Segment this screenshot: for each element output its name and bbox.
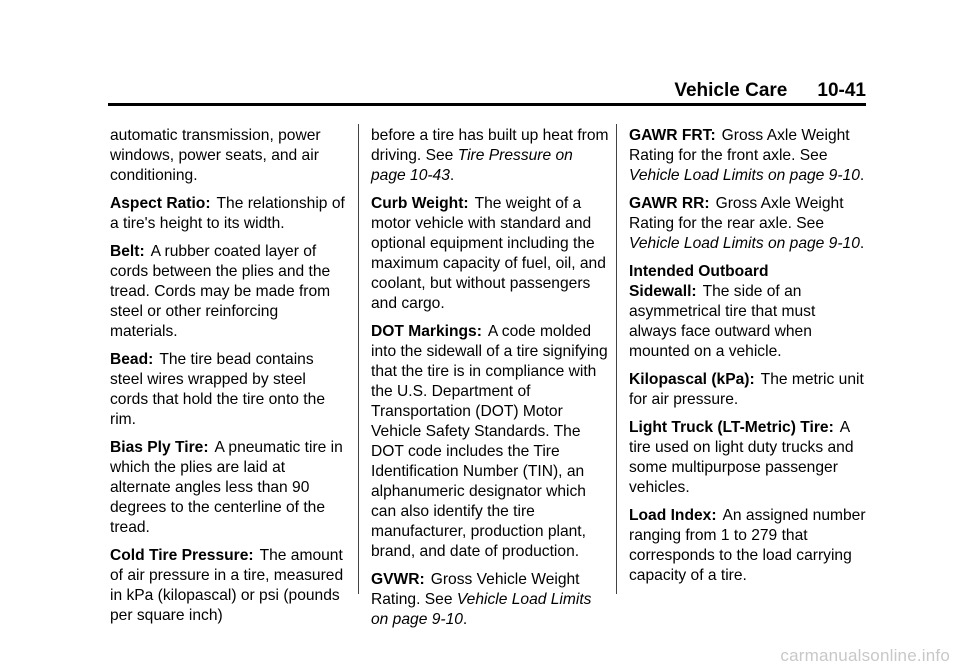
term-title: Bead bbox=[110, 351, 149, 368]
term-definition: An assigned number ranging from 1 to 279 that corresponds to the load carrying capacity of a tire. bbox=[629, 507, 866, 584]
term-colon: : bbox=[710, 127, 716, 144]
glossary-entry bbox=[110, 350, 348, 430]
term-colon: : bbox=[828, 419, 834, 436]
term-definition: The tire bead contains steel wires wrapped by steel cords that hold the tire onto the rim. bbox=[110, 351, 325, 428]
term-title: DOT Markings bbox=[371, 323, 477, 340]
glossary-entry bbox=[110, 546, 348, 626]
column-2 bbox=[371, 126, 609, 638]
glossary-entry bbox=[629, 370, 867, 410]
term-definition: before a tire has built up heat from driving. bbox=[371, 127, 609, 164]
term-definition: A rubber coated layer of cords between the plies and the tread. Cords may be made from steel or other reinforcing materials. bbox=[110, 243, 331, 340]
glossary-entry bbox=[371, 126, 609, 186]
term-definition: The metric unit for air pressure. bbox=[629, 371, 864, 408]
term-colon: : bbox=[463, 195, 469, 212]
term-title: GAWR FRT bbox=[629, 127, 711, 144]
term-definition: automatic transmission, power windows, power seats, and air conditioning. bbox=[110, 127, 321, 184]
section-title: Vehicle Care bbox=[674, 80, 788, 101]
column-divider bbox=[358, 124, 359, 594]
term-definition: A code molded into the sidewall of a tire signifying that the tire is in compliance with the U.S. Department of Transportation (DOT) Motor Vehicle Safety Standards. The DOT code includes the Tire Identification Number (TIN), an alphanumeric designator which can also identify the tire manufacturer, production plant, brand, and date of production. bbox=[371, 323, 608, 560]
glossary-entry bbox=[110, 438, 348, 538]
term-definition: Gross Axle Weight Rating for the rear axle. bbox=[629, 195, 844, 232]
term-title: GAWR RR bbox=[629, 195, 705, 212]
page-header bbox=[674, 80, 866, 102]
glossary-entry bbox=[629, 194, 867, 254]
glossary-entry bbox=[371, 570, 609, 630]
term-colon: : bbox=[691, 283, 697, 300]
term-definition: Gross Axle Weight Rating for the front axle. bbox=[629, 127, 850, 164]
term-colon: : bbox=[148, 351, 154, 368]
term-title: Kilopascal (kPa) bbox=[629, 371, 750, 388]
term-colon: : bbox=[205, 195, 211, 212]
term-colon: : bbox=[139, 243, 145, 260]
term-colon: : bbox=[248, 547, 254, 564]
glossary-entry bbox=[371, 322, 609, 562]
term-colon: : bbox=[419, 571, 425, 588]
term-colon: : bbox=[711, 507, 717, 524]
term-title: Intended Outboard Sidewall bbox=[629, 263, 769, 300]
column-1 bbox=[110, 126, 348, 634]
term-definition: The amount of air pressure in a tire, measured in kPa (kilopascal) or psi (pounds per square inch) bbox=[110, 547, 344, 624]
glossary-entry bbox=[629, 506, 867, 586]
ref-suffix: . bbox=[859, 235, 865, 252]
ref-suffix: . bbox=[449, 167, 455, 184]
term-definition: The relationship of a tire's height to its width. bbox=[110, 195, 345, 232]
term-colon: : bbox=[749, 371, 755, 388]
ref-suffix: . bbox=[462, 611, 468, 628]
glossary-entry bbox=[629, 262, 867, 362]
page-number: 10-41 bbox=[817, 80, 866, 101]
term-definition: A tire used on light duty trucks and some multipurpose passenger vehicles. bbox=[629, 419, 854, 496]
term-definition: A pneumatic tire in which the plies are laid at alternate angles less than 90 degrees to the centerline of the tread. bbox=[110, 439, 343, 536]
glossary-entry bbox=[629, 418, 867, 498]
term-title: Light Truck (LT-Metric) Tire bbox=[629, 419, 829, 436]
ref-suffix: . bbox=[859, 167, 865, 184]
term-colon: : bbox=[476, 323, 482, 340]
watermark: carmanualsonline.info bbox=[780, 646, 950, 665]
cross-reference-link[interactable]: Tire Pressure on page 10-43 bbox=[371, 147, 573, 184]
term-title: Curb Weight bbox=[371, 195, 464, 212]
cross-reference-link[interactable]: Vehicle Load Limits on page 9-10 bbox=[629, 235, 860, 252]
term-definition: Gross Vehicle Weight Rating. bbox=[371, 571, 580, 608]
term-title: Bias Ply Tire bbox=[110, 439, 204, 456]
term-title: GVWR bbox=[371, 571, 420, 588]
glossary-entry bbox=[110, 126, 348, 186]
see-prefix: See bbox=[795, 147, 828, 164]
see-prefix: See bbox=[791, 215, 825, 232]
term-title: Aspect Ratio bbox=[110, 195, 206, 212]
cross-reference-link[interactable]: Vehicle Load Limits on page 9-10 bbox=[371, 591, 592, 628]
term-title: Belt bbox=[110, 243, 140, 260]
glossary-entry bbox=[110, 242, 348, 342]
see-prefix: See bbox=[421, 147, 458, 164]
term-definition: The side of an asymmetrical tire that must always face outward when mounted on a vehicle. bbox=[629, 283, 816, 360]
term-colon: : bbox=[203, 439, 209, 456]
term-colon: : bbox=[704, 195, 710, 212]
term-title: Load Index bbox=[629, 507, 712, 524]
header-rule bbox=[108, 103, 866, 106]
glossary-entry bbox=[371, 194, 609, 314]
column-3 bbox=[629, 126, 867, 594]
see-prefix: See bbox=[420, 591, 457, 608]
glossary-entry bbox=[110, 194, 348, 234]
cross-reference-link[interactable]: Vehicle Load Limits on page 9-10 bbox=[629, 167, 860, 184]
term-title: Cold Tire Pressure bbox=[110, 547, 249, 564]
glossary-entry bbox=[629, 126, 867, 186]
column-divider bbox=[616, 124, 617, 594]
term-definition: The weight of a motor vehicle with standard and optional equipment including the maximum capacity of fuel, oil, and coolant, but without passengers and cargo. bbox=[371, 195, 606, 312]
